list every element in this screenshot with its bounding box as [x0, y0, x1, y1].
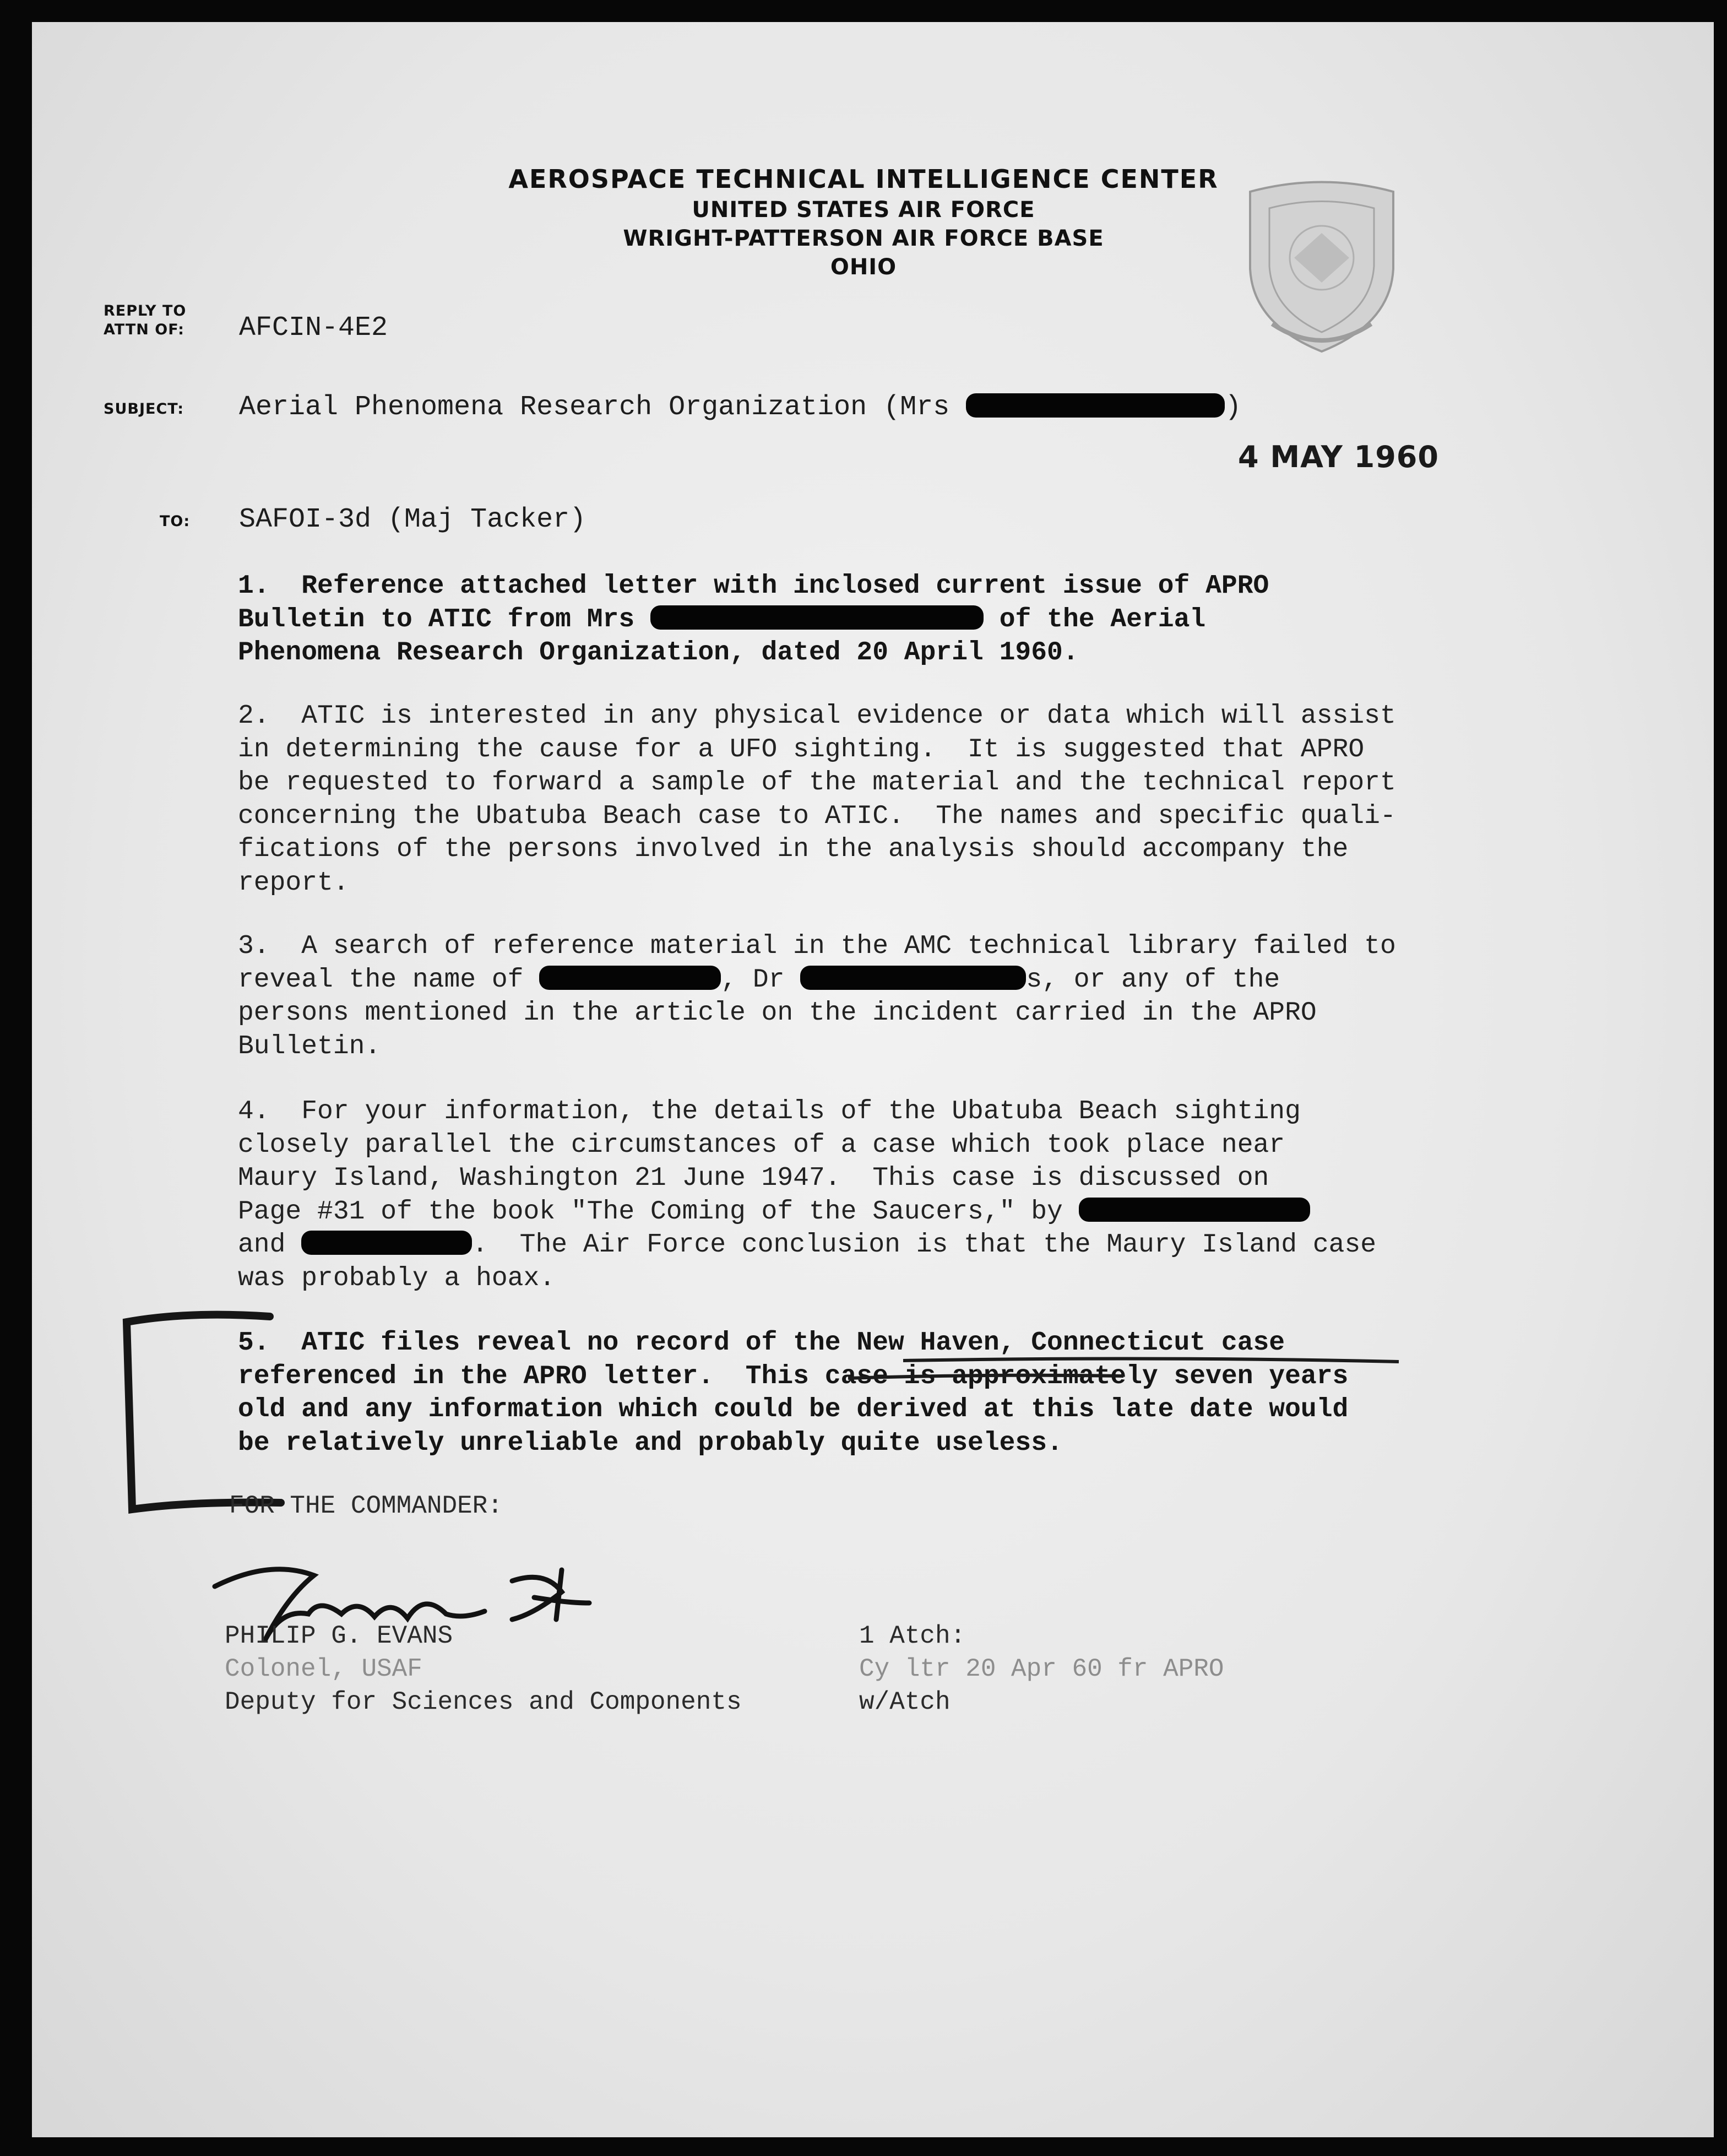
to-label: TO: — [160, 513, 191, 530]
p5-line-4: be relatively unreliable and probably quite useless. — [238, 1428, 1063, 1458]
p4-line-3: Maury Island, Washington 21 June 1947. This case is discussed on — [238, 1163, 1269, 1193]
state-name: OHIO — [830, 254, 897, 280]
for-the-commander: FOR THE COMMANDER: — [229, 1492, 503, 1520]
p3-line-1: 3. A search of reference material in the AMC technical library failed to — [238, 931, 1396, 961]
p2-line-3: be requested to forward a sample of the material and the technical report — [238, 768, 1396, 798]
p2-line-2: in determining the cause for a UFO sighting. It is suggested that APRO — [238, 734, 1365, 765]
redaction-bar — [301, 1231, 472, 1255]
paragraph-2 — [238, 700, 1460, 900]
subject-close: ) — [1225, 392, 1242, 423]
redaction-bar — [1079, 1198, 1310, 1222]
p4-line-5a: and — [238, 1230, 302, 1260]
p3-line-2b: , Dr — [721, 965, 801, 995]
p4-line-2: closely parallel the circumstances of a case which took place near — [238, 1130, 1285, 1160]
redaction-bar — [650, 605, 984, 630]
p4-line-5b: . The Air Force conclusion is that the Maury Island case — [472, 1230, 1377, 1260]
p2-line-4: concerning the Ubatuba Beach case to ATIC. The names and specific quali- — [238, 801, 1396, 831]
p3-line-2c: s, or any of the — [1026, 965, 1280, 995]
service-name: UNITED STATES AIR FORCE — [692, 197, 1035, 223]
scan-border-left — [0, 0, 32, 2156]
signer-name: PHILIP G. EVANS — [225, 1622, 453, 1650]
shield-seal-icon — [1239, 175, 1404, 357]
signer-rank: Colonel, USAF — [225, 1655, 422, 1683]
p3-line-2a: reveal the name of — [238, 965, 540, 995]
p5-line-3: old and any information which could be derived at this late date would — [238, 1395, 1349, 1424]
paragraph-4 — [238, 1095, 1460, 1295]
scan-border-right — [1714, 0, 1727, 2156]
p2-line-6: report. — [238, 868, 349, 898]
base-name: WRIGHT-PATTERSON AIR FORCE BASE — [623, 226, 1104, 251]
redaction-bar — [966, 393, 1225, 418]
reply-to-label: REPLY TO — [104, 302, 187, 319]
p4-line-4a: Page #31 of the book "The Coming of the Saucers," by — [238, 1196, 1079, 1227]
p2-line-1: 2. ATIC is interested in any physical evidence or data which will assist — [238, 701, 1396, 731]
attachment-description: Cy ltr 20 Apr 60 fr APRO — [859, 1655, 1224, 1683]
attachment-note: w/Atch — [859, 1688, 951, 1716]
paragraph-1 — [238, 570, 1460, 670]
scan-border-top — [0, 0, 1727, 22]
handwritten-underline-mark — [903, 1355, 1399, 1366]
p5-line-1: 5. ATIC files reveal no record of the New Haven, Connecticut case — [238, 1328, 1285, 1358]
p2-line-5: fications of the persons involved in the analysis should accompany the — [238, 835, 1349, 864]
redaction-bar — [539, 966, 721, 990]
subject-label: SUBJECT: — [104, 400, 184, 418]
p3-line-4: Bulletin. — [238, 1031, 381, 1061]
p4-line-6: was probably a hoax. — [238, 1263, 556, 1293]
p1-line-1: 1. Reference attached letter with inclosed current issue of APRO — [238, 571, 1269, 601]
paragraph-5 — [238, 1326, 1460, 1460]
agency-name: AEROSPACE TECHNICAL INTELLIGENCE CENTER — [508, 164, 1219, 194]
redaction-bar — [800, 966, 1026, 990]
attachment-count: 1 Atch: — [859, 1622, 966, 1650]
letter-date: 4 MAY 1960 — [1238, 440, 1439, 474]
attn-of-label: ATTN OF: — [104, 321, 184, 338]
reply-to-value: AFCIN-4E2 — [239, 312, 388, 344]
p1-line-2b: of the Aerial — [983, 604, 1206, 635]
p5-line-2: referenced in the APRO letter. This case is approximately seven years — [238, 1361, 1349, 1391]
handwritten-strike-mark — [848, 1372, 1123, 1383]
paragraph-3 — [238, 930, 1460, 1063]
to-value: SAFOI-3d (Maj Tacker) — [239, 504, 586, 535]
subject-line — [239, 391, 1241, 424]
p3-line-3: persons mentioned in the article on the incident carried in the APRO — [238, 998, 1317, 1028]
p1-line-2a: Bulletin to ATIC from Mrs — [238, 604, 650, 635]
signer-title: Deputy for Sciences and Components — [225, 1688, 742, 1716]
p1-line-3: Phenomena Research Organization, dated 20 April 1960. — [238, 638, 1079, 668]
scan-border-bottom — [0, 2137, 1727, 2156]
p4-line-1: 4. For your information, the details of the Ubatuba Beach sighting — [238, 1097, 1301, 1126]
subject-value: Aerial Phenomena Research Organization (Mrs — [239, 392, 966, 423]
